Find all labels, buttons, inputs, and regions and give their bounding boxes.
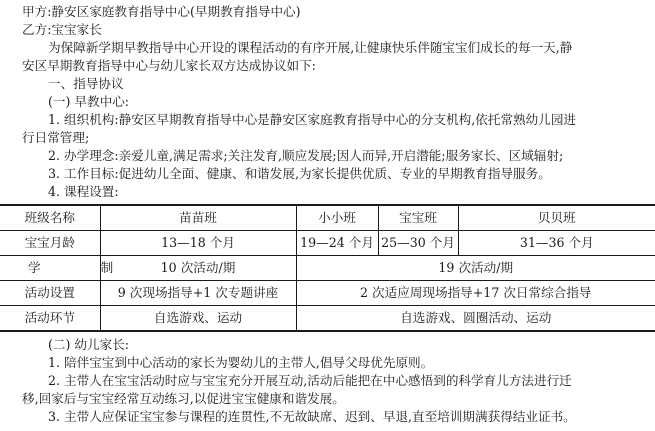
section-title-1: 一、指导协议 [48, 76, 124, 91]
parent-item-2-line-2: 移,回家后与宝宝经常互动练习,以促进宝宝健康和谐发展。 [22, 391, 345, 406]
table-row [0, 205, 655, 231]
table-cell: 25—30 个月 [378, 231, 458, 256]
intro-line-1: 为保障新学期早教指导中心开设的课程活动的有序开展,让健康快乐伴随宝宝们成长的每一天,静 [48, 40, 573, 55]
table-row [0, 281, 655, 306]
table-header-cell: 苗苗班 [100, 205, 296, 231]
table-header-cell: 小小班 [296, 205, 378, 231]
table-row [0, 256, 655, 281]
parent-item-2-line-1: 2. 主带人在宝宝活动时应与宝宝充分开展互动,活动后能把在中心感悟到的科学育儿方法进行迁 [48, 373, 572, 388]
table-row [0, 306, 655, 332]
table-row [0, 231, 655, 256]
intro-line-2: 安区早期教育指导中心与幼儿家长双方达成协议如下: [22, 58, 316, 73]
table-cell: 2 次适应周现场指导+17 次日常综合指导 [296, 281, 655, 306]
table-row-label: 宝宝月龄 [0, 231, 100, 256]
course-table [0, 204, 655, 332]
parent-item-1: 1. 陪伴宝宝到中心活动的家长为婴幼儿的主带人,倡导父母优先原则。 [48, 355, 434, 370]
table-cell: 19—24 个月 [296, 231, 378, 256]
party-b: 乙方:宝宝家长 [22, 22, 102, 37]
table-cell: 10 次活动/期 [100, 256, 296, 281]
table-header-cell: 班级名称 [0, 205, 100, 231]
table-cell: 31—36 个月 [458, 231, 655, 256]
table-header-cell: 贝贝班 [458, 205, 655, 231]
subsection-parents: (二) 幼儿家长: [48, 337, 130, 352]
table-row-label: 活动环节 [0, 306, 100, 332]
item-2: 2. 办学理念:亲爱儿童,满足需求;关注发育,顺应发展;因人而异,开启潜能;服务家长、区域辐射; [48, 148, 564, 163]
item-1-line-2: 行日常管理; [22, 130, 90, 145]
item-4: 4. 课程设置: [48, 184, 119, 199]
parent-item-3: 3. 主带人应保证宝宝参与课程的连贯性,不无故缺席、迟到、早退,直至培训期满获得结业证书。 [48, 409, 576, 424]
table-cell: 自选游戏、圆圈活动、运动 [296, 306, 655, 332]
table-cell: 自选游戏、运动 [100, 306, 296, 332]
item-3: 3. 工作目标:促进幼儿全面、健康、和谐发展,为家长提供优质、专业的早期教育指导服务。 [48, 166, 551, 181]
table-row-label: 活动设置 [0, 281, 100, 306]
table-cell: 13—18 个月 [100, 231, 296, 256]
table-row-label: 学 制 [0, 256, 100, 281]
table-cell: 9 次现场指导+1 次专题讲座 [100, 281, 296, 306]
item-1-line-1: 1. 组织机构:静安区早期教育指导中心是静安区家庭教育指导中心的分支机构,依托常熟幼儿园进 [48, 112, 577, 127]
table-cell: 19 次活动/期 [296, 256, 655, 281]
party-a: 甲方:静安区家庭教育指导中心(早期教育指导中心) [22, 4, 301, 19]
subsection-center: (一) 早教中心: [48, 94, 130, 109]
table-header-cell: 宝宝班 [378, 205, 458, 231]
